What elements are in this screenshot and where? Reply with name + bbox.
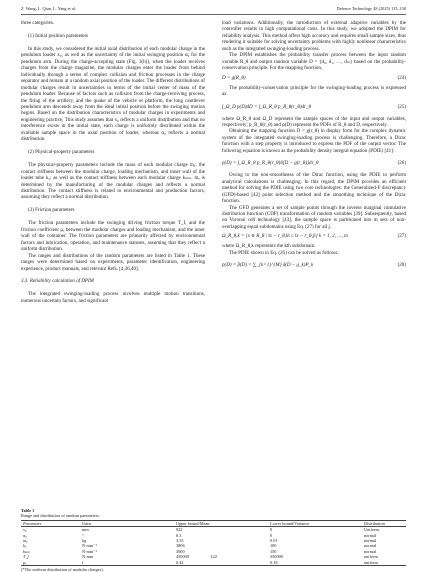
table-caption-label: Table 1 <box>21 508 35 513</box>
subheading-physical-property: (2) Physical-property parameters <box>28 149 95 156</box>
table-caption-text: Range and distribution of random parameters. <box>21 513 100 519</box>
table-cell: Uniform <box>364 527 379 533</box>
paragraph-friction: The friction parameters include the swinging driving friction torque T_f, and the friction coefficient μₐ between the modular charges and loading mechanism, and the inner wall of the container. The friction parameters are primarily affected by environmental factors and lubrication, operation, and maintenance statuses, assuming that they reflect a uniform distribution. <box>21 220 205 253</box>
table-cell: normal <box>364 543 377 549</box>
paragraph-sample-spaces: where Ω_R_θ and Ω_D represent the sample spaces of the input and output variables, respectively; p_R_θ(r_θ) and p(D) represent the PDFs of R_θ and D, respectively. <box>222 115 406 128</box>
table-cell: N·mm⁻¹ <box>82 548 97 554</box>
paragraph-physical-property: The physical-property parameters include the mass of each modular charge mₐ; the contact stiffness between the modular charge, loading mechanism, and inner wall of the loader tube kₐ; as well as the contact stiffness between each modular charge kₘₘ. mₐ is determined by the manufacturing of the modular charges and reflects a normal distribution. The contact stiffness is related to environmental and production factors, assuming they reflect a normal distribution. <box>21 162 205 201</box>
table-header-cell: Lower bound/Variance <box>268 520 362 526</box>
table-cell: uniform <box>364 554 378 560</box>
equation-24-number: (24) <box>397 74 406 81</box>
table-cell: 0 <box>270 532 273 538</box>
table-cell: 3.55 <box>176 538 184 544</box>
table-cell: 0.3 <box>176 532 182 538</box>
equation-27 <box>222 230 406 243</box>
equation-27-number: (27) <box>397 233 406 240</box>
right-column <box>222 20 406 274</box>
table-cell: kₘₘ <box>23 548 31 554</box>
table-cell: normal <box>364 548 377 554</box>
left-column <box>21 20 205 304</box>
equation-25-body: ∫_Ω_D p(D)dD = ∫_Ω_R_θ p_R_θ(r_θ)dr_θ <box>222 103 311 110</box>
equation-26 <box>222 154 406 172</box>
equation-26-number: (26) <box>397 160 406 167</box>
equation-28-body: p(D) = p̃(D) = ∑_{k=1}^{M} δ(D − g_k)P_k <box>222 262 314 269</box>
paragraph-probability-conservation: The probability-conservation principle for the swinging-loading process is expressed as: <box>222 84 406 98</box>
paragraph-ranges: The ranges and distributions of the random parameters are listed in Table 1. These ranges were determined based on experiments, parameter identification, engineering experience, product manuals, and relevant Refs. [4,36,40]. <box>21 252 205 272</box>
table-cell: 0.18 <box>268 560 362 566</box>
table-cell: ° <box>82 532 84 538</box>
table-cell: mm <box>82 527 89 533</box>
header-authors: Z. Wang, L. Qian, L. Yang et al. <box>21 6 76 11</box>
paragraph-dpim-intro: The integrated swinging-loading process involves multiple motion transitions, numerous uncertain factors, and significant <box>21 291 205 304</box>
table-row <box>21 560 406 566</box>
equation-25-number: (25) <box>397 103 406 110</box>
table-cell: 100 <box>270 543 277 549</box>
table-header-cell: Parameter <box>21 520 80 526</box>
table-cell: mₐ <box>23 538 28 544</box>
paragraph-gfd: The GFD generates a set of sample points through the inverse marginal cumulative distribution function (CDF) transformation of random variables [39]. Subsequently, based on Voronoi cell technology [43], the sample space is partitioned into m sets of non-overlapping equal subdomains using Eq. (27) for all j. <box>222 204 406 230</box>
paragraph-subdomain: where Ω_R_θ,k represents the kth subdomain. <box>222 243 316 250</box>
equation-27-body: Ω_R_θ,k = {x ∈ R_θ | ‖x − r_θ,k‖ ≤ ‖x − r_θ,j‖} k = 1, 2, …, m <box>222 233 348 240</box>
table-cell: 3806 <box>176 543 185 549</box>
table-cell: μₐ <box>21 560 80 566</box>
paragraph-load-variations: load variations. Additionally, the introduction of external adaptive variables by the controller results in high computational costs. In this study, we adopted the DPIM for reliability analysis. This method offers high accuracy and requires small sample sizes, thus rendering it suitable for solving uncertainty problems with highly nonlinear characteristics such as the integrated swinging-loading process. <box>222 20 406 52</box>
table-cell: 922 <box>176 527 183 533</box>
table-cell: uniform <box>362 560 406 566</box>
table-cell: 0 <box>270 527 273 533</box>
paragraph-dirac-smoothness: Owing to the non-smoothness of the Dirac function, using the PDIE to perform analytical calculations is challenging. In this regard, the DPIM provides an efficient method for solving the PDIE using two core technologies: the Generalized-F discrepancy (GFD)-based [42] point selection method and the smoothing technique of the Dirac function. <box>222 172 406 205</box>
equation-24 <box>222 72 406 85</box>
table-cell: 0.01 <box>270 538 278 544</box>
running-header <box>21 6 406 15</box>
equation-24-body: D = g(R_θ) <box>222 74 246 81</box>
subheading-initial-position: (1) Initial position parameters <box>28 32 89 39</box>
table-cell: N·mm⁻¹ <box>82 543 97 549</box>
equation-28-number: (28) <box>397 262 406 269</box>
table-cell: 150 <box>270 548 277 554</box>
table-cell: T_f <box>23 554 29 560</box>
table-cell: 450000 <box>176 554 189 560</box>
parameter-table <box>21 520 406 566</box>
equation-28 <box>222 256 406 274</box>
table-header-cell: Distribution <box>362 520 406 526</box>
intro-line: three categories. <box>21 20 55 26</box>
table-cell: x₀ <box>23 527 27 533</box>
table-cell: normal <box>364 532 377 538</box>
paragraph-initial-position: In this study, we considered the initial axial distribution of each modular charge in the pendulum loader x₀, as well as the uncertainty of the initial swinging position α₀ for the pendulum arm. During the charge-accepting state (Fig. 1(b)), when the loader receives charges from the charge magazine, the modular charges enter the loader from behind individually through a series of complex collision and friction processes in the charge separator and remain at a random axial position of the loader. The different distributions of modular charges result in uncertainties in terms of the initial center of mass of the pendulum loader. Because of factors such as collision from the charge-receiving process, the firing of the artillery, and the quake of the vehicle or platform, the long cantilever pendulum arm descends away from the ideal initial position before the swinging motion begins. Based on the distribution characteristics of modular charges in experiments and engineering practice, This study assumes that x₀ reflects a uniform distribution and that no interference exists in the initial state, each charge is uniformly distributed within the available sample space in the axial position of loader, whereas α₀ reflects a normal distribution. <box>21 45 205 143</box>
table-cell: kg <box>82 538 87 544</box>
equation-25 <box>222 98 406 116</box>
table-footnote: (*The uniform distribution of modular charges). <box>21 567 104 572</box>
table-1 <box>21 508 406 572</box>
table-cell: 3000 <box>176 548 185 554</box>
header-journal: Defence Technology 48 (2025) 115–130 <box>336 6 406 11</box>
table-header-cell: Units <box>80 520 174 526</box>
table-cell: kₐ <box>23 543 27 549</box>
table-cell: f <box>80 560 174 566</box>
section-heading-3-3: 3.3. Reliability calculation of DPIM <box>21 278 94 285</box>
subheading-friction: (3) Friction parameters <box>28 207 75 214</box>
table-cell: 350000 <box>270 554 283 560</box>
paragraph-mapping-function: Obtaining the mapping function D = g(r_θ) in display form for the complex dynamic system of the integrated swinging-loading process is challenging. Therefore, a Dirac function with a step property is introduced to express the PDF of the output vector. The following equation is known as the probability density integral equation (PDIE) [41]: <box>222 128 406 154</box>
page-number: 122 <box>210 554 217 559</box>
table-cell: α₀ <box>23 532 27 538</box>
header-rule <box>21 14 406 15</box>
table-cell: N·mm <box>82 554 94 560</box>
table-cell: normal <box>364 538 377 544</box>
table-header-cell: Upper bound/Mean <box>174 520 268 526</box>
table-cell: 0.42 <box>174 560 268 566</box>
paragraph-pdie-solution: The PDIE shown in Eq. (26) can be solved as follows: <box>229 249 339 256</box>
paragraph-dpim-transfer: The DPIM establishes the probability transfer process between the input random variable R_θ and output random variable D = {d₀, d₁, …, dₘ} based on the probability-conservation principle. For the mapping function, <box>222 52 406 72</box>
equation-26-body: p(D) = ∫_Ω_R_θ p_R_θ(r_θ)δ[D − g(r_θ)]dr_θ <box>222 160 319 167</box>
